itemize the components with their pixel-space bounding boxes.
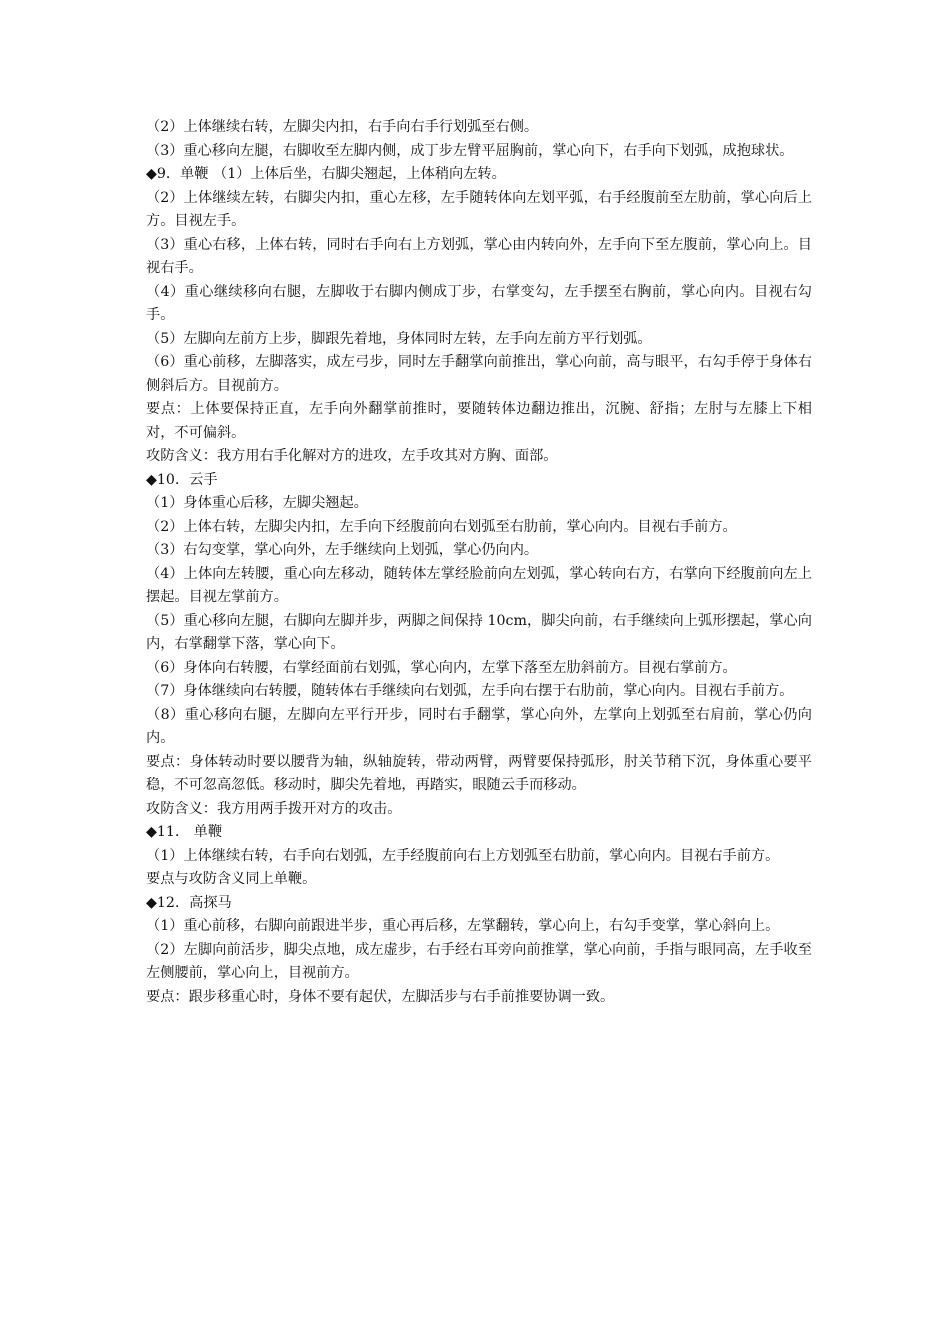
paragraph: （5）左脚向左前方上步，脚跟先着地，身体同时左转，左手向左前方平行划弧。 [146, 330, 652, 347]
document-body [146, 116, 812, 1009]
paragraph: （6）身体向右转腰，右掌经面前右划弧，掌心向内，左掌下落至左肋斜前方。目视右掌前方。 [146, 659, 737, 676]
key-points: 要点：跟步移重心时，身体不要有起伏，左脚活步与右手前推要协调一致。 [146, 988, 615, 1005]
key-points: 要点与攻防含义同上单鞭。 [146, 871, 317, 887]
section-heading: ◆9．单鞭 （1）上体后坐，右脚尖翘起，上体稍向左转。 [146, 166, 506, 182]
paragraph: （5）重心移向左腿，右脚向左脚并步，两脚之间保持 10cm，脚尖向前，右手继续向上弧形摆起，掌心向内，右掌翻掌下落，掌心向下。 [146, 612, 812, 652]
paragraph: （1）身体重心后移，左脚尖翘起。 [146, 495, 368, 511]
paragraph: （1）上体继续右转，右手向右划弧，左手经腹前向右上方划弧至右肋前，掌心向内。目视右手前方。 [146, 847, 780, 864]
paragraph: （1）重心前移，右脚向前跟进半步，重心再后移，左掌翻转，掌心向上，右勾手变掌，掌心斜向上。 [146, 918, 780, 934]
application: 攻防含义：我方用两手拨开对方的攻击。 [146, 800, 402, 817]
paragraph: （8）重心移向右腿，左脚向左平行开步，同时右手翻掌，掌心向外，左掌向上划弧至右肩前，掌心仍向内。 [146, 706, 812, 746]
paragraph: （7）身体继续向右转腰，随转体右手继续向右划弧，左手向右摆于右肋前，掌心向内。目视右手前方。 [146, 683, 794, 699]
section-heading: ◆12．高探马 [146, 894, 232, 911]
key-points: 要点：上体要保持正直，左手向外翻掌前推时，要随转体边翻边推出，沉腕、舒指；左肘与左膝上下相对，不可偏斜。 [146, 401, 812, 441]
paragraph: （2）左脚向前活步，脚尖点地，成左虚步，右手经右耳旁向前推掌，掌心向前，手指与眼同高，左手收至左侧腰前，掌心向上，目视前方。 [146, 941, 812, 981]
section-heading: ◆11． 单鞭 [146, 824, 223, 840]
paragraph: （6）重心前移，左脚落实，成左弓步，同时左手翻掌向前推出，掌心向前，高与眼平，右勾手停于身体右侧斜后方。目视前方。 [146, 354, 812, 394]
paragraph: （3）右勾变掌，掌心向外，左手继续向上划弧，掌心仍向内。 [146, 542, 539, 558]
paragraph: （3）重心移向左腿，右脚收至左脚内侧，成丁步左臂平屈胸前，掌心向下，右手向下划弧，成抱球状。 [146, 142, 794, 159]
paragraph: （3）重心右移，上体右转，同时右手向右上方划弧，掌心由内转向外，左手向下至左腹前，掌心向上。目视右手。 [146, 236, 812, 276]
paragraph: （2）上体继续右转，左脚尖内扣，右手向右手行划弧至右侧。 [146, 119, 539, 135]
application: 攻防含义：我方用右手化解对方的进攻，左手攻其对方胸、面部。 [146, 448, 558, 464]
key-points: 要点：身体转动时要以腰背为轴，纵轴旋转，带动两臂，两臂要保持弧形，肘关节稍下沉，身体重心要平稳，不可忽高忽低。移动时，脚尖先着地，再踏实，眼随云手而移动。 [146, 753, 812, 793]
paragraph: （4）上体向左转腰，重心向左移动，随转体左掌经脸前向左划弧，掌心转向右方，右掌向下经腹前向左上摆起。目视左掌前方。 [146, 565, 812, 605]
section-heading: ◆10．云手 [146, 471, 218, 488]
paragraph: （4）重心继续移向右腿，左脚收于右脚内侧成丁步，右掌变勾，左手摆至右胸前，掌心向内。目视右勾手。 [146, 283, 812, 323]
paragraph: （2）上体继续左转，右脚尖内扣，重心左移，左手随转体向左划平弧，右手经腹前至左肋前，掌心向后上方。目视左手。 [146, 189, 812, 229]
paragraph: （2）上体右转，左脚尖内扣，左手向下经腹前向右划弧至右肋前，掌心向内。目视右手前方。 [146, 518, 737, 535]
